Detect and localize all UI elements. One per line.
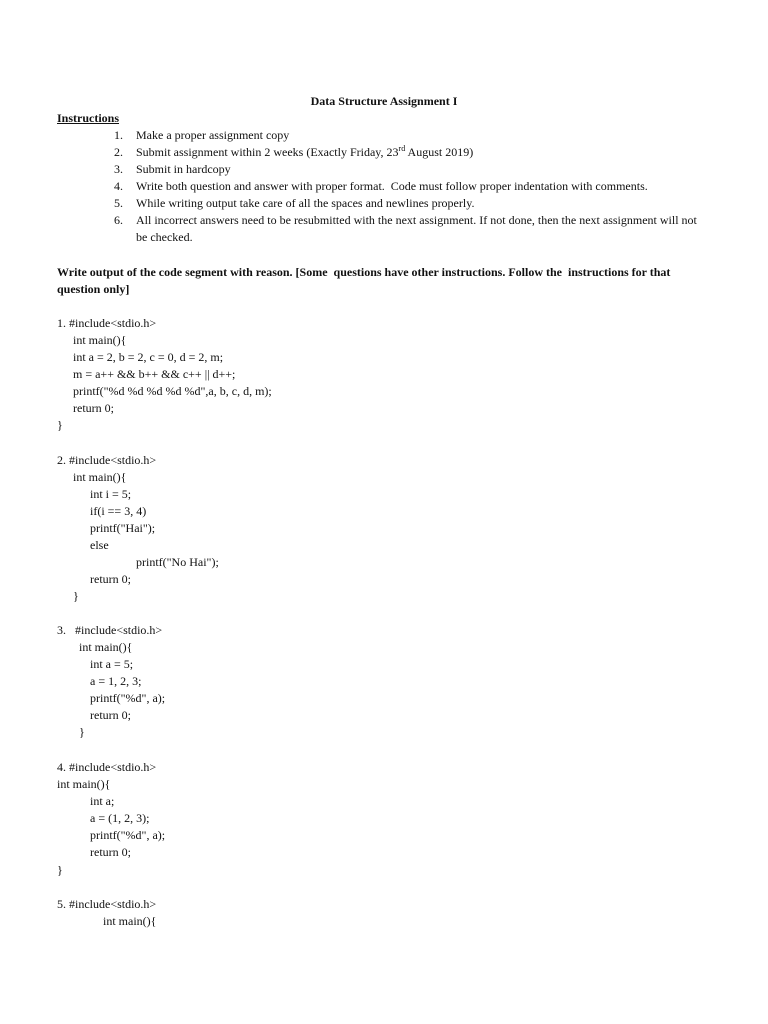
list-number: 3. (114, 162, 123, 176)
code-line: return 0; (90, 572, 131, 586)
code-line: else (90, 538, 109, 552)
instruction-item: Write both question and answer with proper format. Code must follow proper indentation with comments. (136, 179, 648, 193)
code-line: } (79, 725, 85, 739)
code-line: 5. #include<stdio.h> (57, 897, 157, 911)
code-line: printf("Hai"); (90, 521, 156, 535)
code-line: return 0; (90, 708, 131, 722)
list-number: 5. (114, 196, 123, 210)
code-line: a = 1, 2, 3; (90, 674, 142, 688)
list-number: 6. (114, 213, 123, 227)
code-line: int i = 5; (90, 487, 132, 501)
instruction-item: Make a proper assignment copy (136, 128, 290, 142)
code-line: printf("%d %d %d %d %d",a, b, c, d, m); (73, 384, 272, 398)
code-line: int main(){ (73, 333, 127, 347)
code-line: int main(){ (79, 640, 133, 654)
code-line: } (73, 589, 79, 603)
code-line: printf("%d", a); (90, 691, 166, 705)
code-line: int a = 5; (90, 657, 134, 671)
code-line: printf("No Hai"); (136, 555, 219, 569)
code-line: a = (1, 2, 3); (90, 811, 150, 825)
list-number: 4. (114, 179, 123, 193)
instruction-item: Submit in hardcopy (136, 162, 231, 176)
code-line: int a = 2, b = 2, c = 0, d = 2, m; (73, 350, 224, 364)
code-line: m = a++ && b++ && c++ || d++; (73, 367, 236, 381)
code-line: int main(){ (103, 914, 157, 928)
code-line: } (57, 863, 63, 877)
code-line: 1. #include<stdio.h> (57, 316, 157, 330)
code-line: int main(){ (73, 470, 127, 484)
directive-line: question only] (57, 282, 130, 296)
code-line: } (57, 418, 63, 432)
instruction-item: All incorrect answers need to be resubmitted with the next assignment. If not done, then the next assignment will not (136, 213, 697, 227)
code-line: int main(){ (57, 777, 111, 791)
instructions-heading: Instructions (57, 111, 120, 125)
code-line: return 0; (90, 845, 131, 859)
code-line: 3. #include<stdio.h> (57, 623, 163, 637)
code-line: return 0; (73, 401, 114, 415)
instruction-item: Submit assignment within 2 weeks (Exactly Friday, 23rd August 2019) (136, 144, 474, 159)
code-line: 4. #include<stdio.h> (57, 760, 157, 774)
code-line: 2. #include<stdio.h> (57, 453, 157, 467)
directive-line: Write output of the code segment with reason. [Some questions have other instructions. Follow the instructions for that (57, 265, 671, 279)
list-number: 2. (114, 145, 123, 159)
instruction-item: While writing output take care of all the spaces and newlines properly. (136, 196, 475, 210)
list-number: 1. (114, 128, 123, 142)
code-line: int a; (90, 794, 115, 808)
instruction-item-continuation: be checked. (136, 230, 193, 244)
document-title: Data Structure Assignment I (310, 94, 458, 108)
code-line: if(i == 3, 4) (90, 504, 147, 518)
code-line: printf("%d", a); (90, 828, 166, 842)
